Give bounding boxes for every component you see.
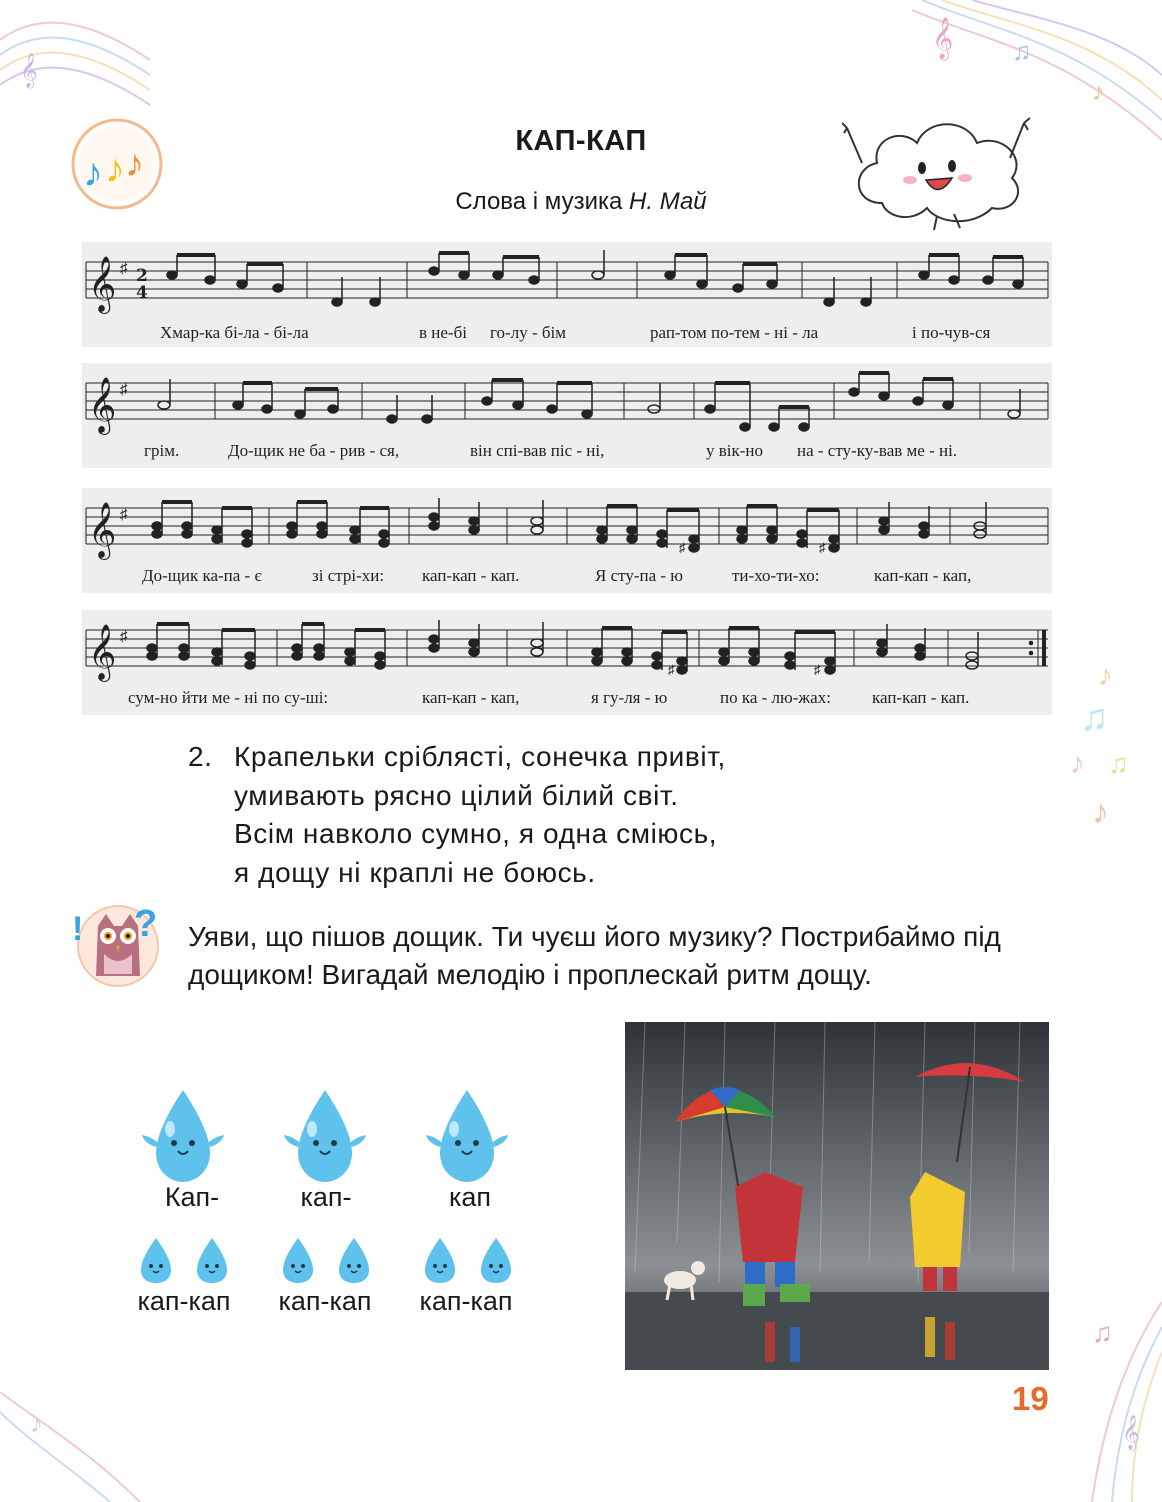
rhythm-label-short: кап-кап	[137, 1286, 231, 1316]
svg-text:♪: ♪	[1070, 747, 1085, 780]
lyric-syllables: Хмар-ка бі-ла - бі-ла	[160, 323, 309, 342]
svg-text:𝄞: 𝄞	[20, 54, 38, 87]
svg-text:♪: ♪	[125, 143, 144, 185]
credits-prefix: Слова і музика	[455, 188, 623, 215]
staff-row-3	[82, 488, 1052, 593]
staff-row-2	[82, 363, 1052, 468]
raindrop-icon	[138, 1085, 228, 1185]
credits-author: Н. Май	[629, 188, 707, 215]
svg-text:𝄞: 𝄞	[1122, 1416, 1140, 1449]
lyric-syllables: зі стрі-хи:	[312, 566, 385, 585]
lyric-syllables: сум-но йти ме - ні по су-ші:	[128, 688, 329, 707]
verse-line: Всім навколо сумно, я одна сміюсь,	[234, 818, 718, 849]
music-staff	[82, 363, 1052, 443]
svg-text:♪: ♪	[105, 147, 125, 191]
svg-text:♯: ♯	[814, 662, 821, 677]
lyric-syllables: у вік-но	[706, 441, 764, 460]
svg-text:♯: ♯	[120, 506, 128, 523]
corner-decoration-top-left	[0, 0, 160, 110]
verse-line: Крапельки сріблясті, сонечка привіт,	[234, 741, 726, 772]
verse-number: 2.	[188, 741, 213, 772]
svg-text:♪: ♪	[1092, 793, 1109, 831]
time-signature-top: 2	[136, 266, 148, 286]
task-instruction: Уяви, що пішов дощик. Ти чуєш його музику? Пострибаймо під дощиком! Вигадай мелодію і проплескай ритм дощу.	[188, 921, 1001, 990]
lyric-syllables: рап-том по-тем - ні - ла	[650, 323, 819, 342]
rhythm-label-long: Кап-	[164, 1182, 220, 1212]
raindrop-icon	[132, 1235, 180, 1285]
svg-text:?: ?	[134, 903, 158, 945]
right-floating-notes	[1070, 655, 1140, 835]
lyric-syllables: по ка - лю-жах:	[720, 688, 831, 707]
lyric-syllables: на - сту-ку-вав ме - ні.	[797, 441, 958, 460]
lyric-syllables: До-щик ка-па - є	[142, 566, 262, 585]
song-credits	[0, 188, 1162, 216]
raindrop-icon	[274, 1235, 322, 1285]
lyric-syllables: го-лу - бім	[490, 323, 566, 342]
lyric-syllables: кап-кап - кап,	[422, 688, 520, 707]
verse-line: умивають рясно цілий білий світ.	[234, 779, 679, 811]
svg-text:𝄞: 𝄞	[88, 256, 117, 312]
svg-text:♪: ♪	[30, 1408, 43, 1438]
svg-text:♯: ♯	[819, 540, 826, 555]
staff-row-1	[82, 242, 1052, 347]
svg-text:♫: ♫	[1108, 748, 1129, 779]
lyric-syllables: грім.	[144, 441, 180, 460]
rhythm-exercise	[0, 1080, 600, 1320]
music-staff	[82, 488, 1052, 568]
music-staff	[82, 242, 1052, 322]
verse-line: я дощу ні краплі не боюсь.	[234, 856, 596, 888]
raindrop-icon	[422, 1085, 512, 1185]
lyric-syllables: він спі-вав піс - ні,	[470, 441, 605, 460]
rhythm-label-long: кап-	[300, 1182, 352, 1212]
svg-text:♯: ♯	[120, 260, 128, 277]
svg-text:𝄞: 𝄞	[932, 17, 954, 58]
corner-decoration-bottom-left	[0, 1362, 150, 1502]
rhythm-label-short: кап-кап	[419, 1286, 513, 1316]
rain-painting-image	[625, 1022, 1049, 1370]
lyric-syllables: в не-бі	[419, 323, 467, 342]
lyric-syllables: Я сту-па - ю	[595, 566, 684, 585]
svg-text:♯: ♯	[120, 381, 128, 398]
time-signature-bottom: 4	[136, 283, 148, 303]
svg-text:♯: ♯	[120, 628, 128, 645]
lyric-syllables: я гу-ля - ю	[591, 688, 668, 707]
rhythm-label-long: кап	[448, 1182, 492, 1212]
page-number: 19	[1012, 1380, 1049, 1417]
raindrop-icon	[472, 1235, 520, 1285]
lyric-syllables: кап-кап - кап,	[874, 566, 972, 585]
owl-question-icon	[70, 896, 166, 988]
lyric-syllables: кап-кап - кап.	[872, 688, 970, 707]
svg-text:♫: ♫	[1012, 36, 1032, 66]
svg-text:♪: ♪	[1098, 659, 1113, 692]
lyric-syllables: ти-хо-ти-хо:	[732, 566, 820, 585]
raindrop-icon	[330, 1235, 378, 1285]
rhythm-label-short: кап-кап	[278, 1286, 372, 1316]
svg-text:𝄞: 𝄞	[88, 377, 117, 433]
verse-2	[188, 738, 726, 892]
svg-text:𝄞: 𝄞	[88, 502, 117, 558]
svg-text:♪: ♪	[1092, 76, 1105, 106]
svg-text:♯: ♯	[668, 662, 675, 677]
staff-row-4	[82, 610, 1052, 715]
svg-text:♫: ♫	[1080, 697, 1109, 739]
svg-text:!: !	[72, 910, 84, 948]
svg-text:♯: ♯	[679, 540, 686, 555]
raindrop-icon	[280, 1085, 370, 1185]
svg-text:♪: ♪	[83, 151, 103, 195]
lyric-syllables: і по-чув-ся	[912, 323, 991, 342]
lyric-syllables: До-щик не ба - рив - ся,	[228, 441, 400, 460]
song-title: КАП-КАП	[515, 125, 647, 157]
svg-text:♫: ♫	[1092, 1317, 1113, 1348]
raindrop-icon	[188, 1235, 236, 1285]
music-staff	[82, 610, 1052, 690]
lyric-syllables: кап-кап - кап.	[422, 566, 520, 585]
raindrop-icon	[416, 1235, 464, 1285]
svg-text:𝄞: 𝄞	[88, 624, 117, 680]
